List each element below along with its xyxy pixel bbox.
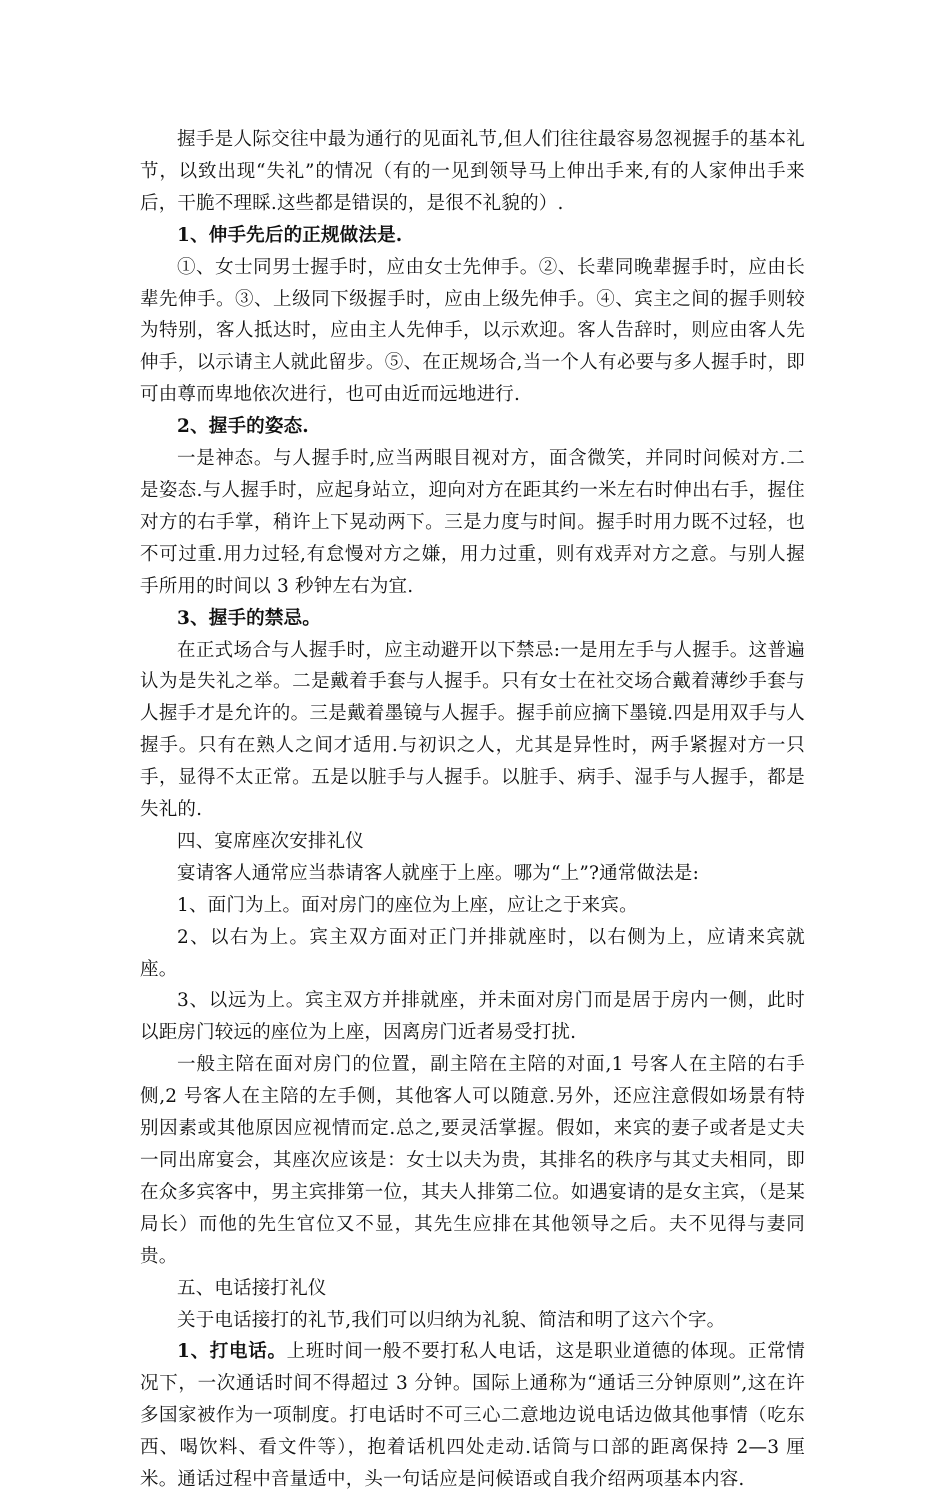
phone-calling-paragraph (140, 1336, 805, 1496)
seating-intro-paragraph: 宴请客人通常应当恭请客人就座于上座。哪为“上”?通常做法是: (177, 862, 700, 884)
phone-calling-text: 上班时间一般不要打私人电话，这是职业道德的体现。正常情况下，一次通话时间不得超过 3 分钟。国际上通称为“通话三分钟原则”,这在许多国家被作为一项制度。打电话时不可三心二意地边说电话边做其他事情（吃东西、喝饮料、看文件等），抱着话机四处走动.话筒与口部的距离保持 2—3 厘米。通话过程中音量适中，头一句话应是问候语或自我介绍两项基本内容. (140, 1341, 805, 1491)
seating-detail-paragraph: 一般主陪在面对房门的位置，副主陪在主陪的对面,1 号客人在主陪的右手侧,2 号客人在主陪的左手侧，其他客人可以随意.另外，还应注意假如场景有特别因素或其他原因应视情而定.总之,要灵活掌握。假如，来宾的妻子或者是丈夫一同出席宴会，其座次应该是：女士以夫为贵，其排名的秩序与其丈夫相同，即在众多宾客中，男主宾排第一位，其夫人排第二位。如遇宴请的是女主宾，（是某局长）而他的先生官位又不显，其先生应排在其他领导之后。夫不见得与妻同贵。 (140, 1054, 805, 1267)
section-heading-phone: 五、电话接打礼仪 (177, 1277, 327, 1299)
section-heading-handshake-order: 1、伸手先后的正规做法是. (177, 224, 403, 246)
phone-calling-lead: 1、打电话。 (177, 1341, 287, 1363)
seating-rule-1: 1、面门为上。面对房门的座位为上座，应让之于来宾。 (177, 894, 638, 916)
intro-paragraph: 握手是人际交往中最为通行的见面礼节,但人们往往最容易忽视握手的基本礼节，以致出现“失礼”的情况（有的一见到领导马上伸出手来,有的人家伸出手来后，干脆不理睬.这些都是错误的，是很不礼貌的）. (140, 129, 805, 214)
section-heading-handshake-taboos: 3、握手的禁忌。 (177, 607, 321, 629)
handshake-posture-paragraph: 一是神态。与人握手时,应当两眼目视对方，面含微笑，并同时问候对方.二是姿态.与人握手时，应起身站立，迎向对方在距其约一米左右时伸出右手，握住对方的右手掌，稍许上下晃动两下。三是力度与时间。握手时用力既不过轻，也不可过重.用力过轻,有怠慢对方之嫌，用力过重，则有戏弄对方之意。与别人握手所用的时间以 3 秒钟左右为宜. (140, 448, 805, 597)
seating-rule-3: 3、以远为上。宾主双方并排就座，并未面对房门而是居于房内一侧，此时以距房门较远的座位为上座，因离房门近者易受打扰. (140, 990, 805, 1044)
section-heading-handshake-posture: 2、握手的姿态. (177, 416, 309, 438)
handshake-taboos-paragraph: 在正式场合与人握手时，应主动避开以下禁忌:一是用左手与人握手。这普遍认为是失礼之举。二是戴着手套与人握手。只有女士在社交场合戴着薄纱手套与人握手才是允许的。三是戴着墨镜与人握手。握手前应摘下墨镜.四是用双手与人握手。只有在熟人之间才适用.与初识之人，尤其是异性时，两手紧握对方一只手，显得不太正常。五是以脏手与人握手。以脏手、病手、湿手与人握手，都是失礼的. (140, 639, 805, 821)
seating-rule-2: 2、以右为上。宾主双方面对正门并排就座时，以右侧为上，应请来宾就座。 (140, 926, 805, 980)
phone-intro-paragraph: 关于电话接打的礼节,我们可以归纳为礼貌、简洁和明了这六个字。 (177, 1309, 726, 1331)
section-heading-seating: 四、宴席座次安排礼仪 (177, 830, 365, 852)
handshake-order-paragraph: ①、女士同男士握手时，应由女士先伸手。②、长辈同晚辈握手时，应由长辈先伸手。③、上级同下级握手时，应由上级先伸手。④、宾主之间的握手则较为特别，客人抵达时，应由主人先伸手，以示欢迎。客人告辞时，则应由客人先伸手，以示请主人就此留步。⑤、在正规场合,当一个人有必要与多人握手时，即可由尊而卑地依次进行，也可由近而远地进行. (140, 256, 805, 406)
document-body (140, 124, 805, 1496)
